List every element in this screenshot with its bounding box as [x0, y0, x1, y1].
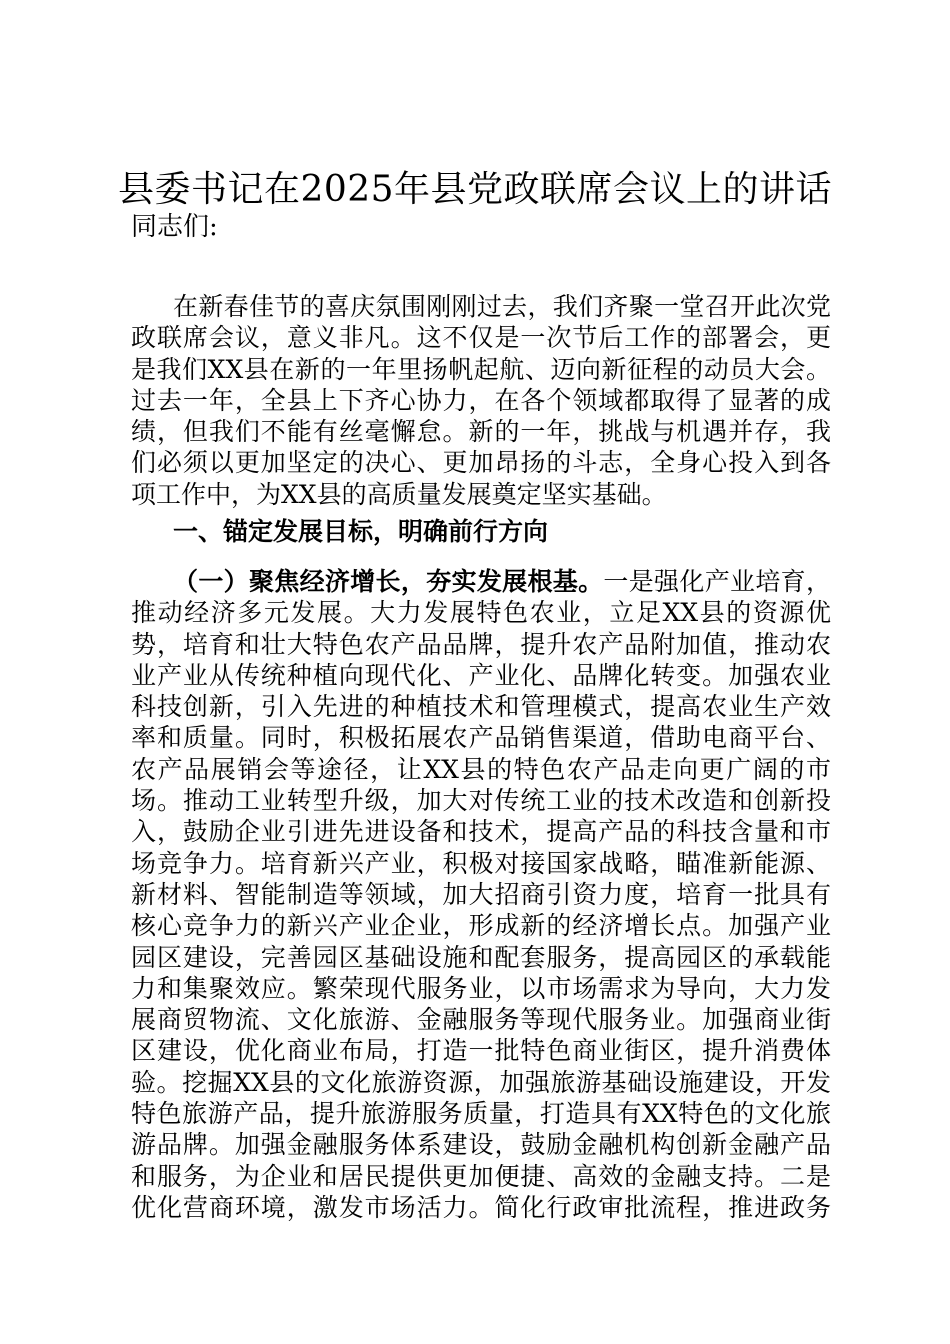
paragraph-line: 场。推动工业转型升级，加大对传统工业的技术改造和创新投: [131, 786, 831, 816]
paragraph-line: 验。挖掘XX县的文化旅游资源，加强旅游基础设施建设，开发: [131, 1067, 831, 1097]
paragraph-line: 推动经济多元发展。大力发展特色农业，立足XX县的资源优: [131, 598, 831, 628]
paragraph-line: 场竞争力。培育新兴产业，积极对接国家战略，瞄准新能源、: [131, 848, 831, 878]
paragraph-line: 是我们XX县在新的一年里扬帆起航、迈向新征程的动员大会。: [131, 354, 831, 384]
paragraph-line: 游品牌。加强金融服务体系建设，鼓励金融机构创新金融产品: [131, 1130, 831, 1160]
paragraph-line: 优化营商环境，激发市场活力。简化行政审批流程，推进政务: [131, 1192, 831, 1222]
paragraph-line: 绩，但我们不能有丝毫懈怠。新的一年，挑战与机遇并存，我: [131, 417, 831, 447]
paragraph-line: 率和质量。同时，积极拓展农产品销售渠道，借助电商平台、: [131, 723, 831, 753]
paragraph-line: 业产业从传统种植向现代化、产业化、品牌化转变。加强农业: [131, 660, 831, 690]
paragraph-line: 在新春佳节的喜庆氛围刚刚过去，我们齐聚一堂召开此次党: [173, 292, 831, 321]
paragraph-line: 科技创新，引入先进的种植技术和管理模式，提高农业生产效: [131, 692, 831, 722]
salutation: 同志们:: [131, 212, 218, 242]
paragraph-line: 过去一年，全县上下齐心协力，在各个领域都取得了显著的成: [131, 385, 831, 415]
paragraph-line-rest: 一是强化产业培育，: [603, 567, 831, 596]
paragraph-line: 农产品展销会等途径，让XX县的特色农产品走向更广阔的市: [131, 754, 831, 784]
subsection-lead: （一）聚焦经济增长，夯实发展根基。: [173, 567, 604, 596]
intro-paragraph: [131, 291, 831, 510]
paragraph-line: 力和集聚效应。繁荣现代服务业，以市场需求为导向，大力发: [131, 973, 831, 1003]
paragraph-line: 们必须以更加坚定的决心、更加昂扬的斗志，全身心投入到各: [131, 448, 831, 478]
paragraph-line: 园区建设，完善园区基础设施和配套服务，提高园区的承载能: [131, 942, 831, 972]
section-heading: 一、锚定发展目标，明确前行方向: [173, 517, 549, 546]
paragraph-line: 特色旅游产品，提升旅游服务质量，打造具有XX特色的文化旅: [131, 1099, 831, 1129]
paragraph-line: 和服务，为企业和居民提供更加便捷、高效的金融支持。二是: [131, 1161, 831, 1191]
paragraph-line: 入，鼓励企业引进先进设备和技术，提高产品的科技含量和市: [131, 817, 831, 847]
document-title: 县委书记在2025年县党政联席会议上的讲话: [117, 169, 833, 210]
paragraph-line: 核心竞争力的新兴产业企业，形成新的经济增长点。加强产业: [131, 911, 831, 941]
paragraph-line: 展商贸物流、文化旅游、金融服务等现代服务业。加强商业街: [131, 1005, 831, 1035]
paragraph-line: 项工作中，为XX县的高质量发展奠定坚实基础。: [131, 479, 667, 509]
paragraph-line: 新材料、智能制造等领域，加大招商引资力度，培育一批具有: [131, 879, 831, 909]
paragraph-line: 政联席会议，意义非凡。这不仅是一次节后工作的部署会，更: [131, 323, 831, 353]
body-paragraph: [131, 566, 831, 1223]
paragraph-line: 区建设，优化商业布局，打造一批特色商业街区，提升消费体: [131, 1036, 831, 1066]
paragraph-line: 势，培育和壮大特色农产品品牌，提升农产品附加值，推动农: [131, 629, 831, 659]
paragraph-first-line: [131, 566, 831, 597]
